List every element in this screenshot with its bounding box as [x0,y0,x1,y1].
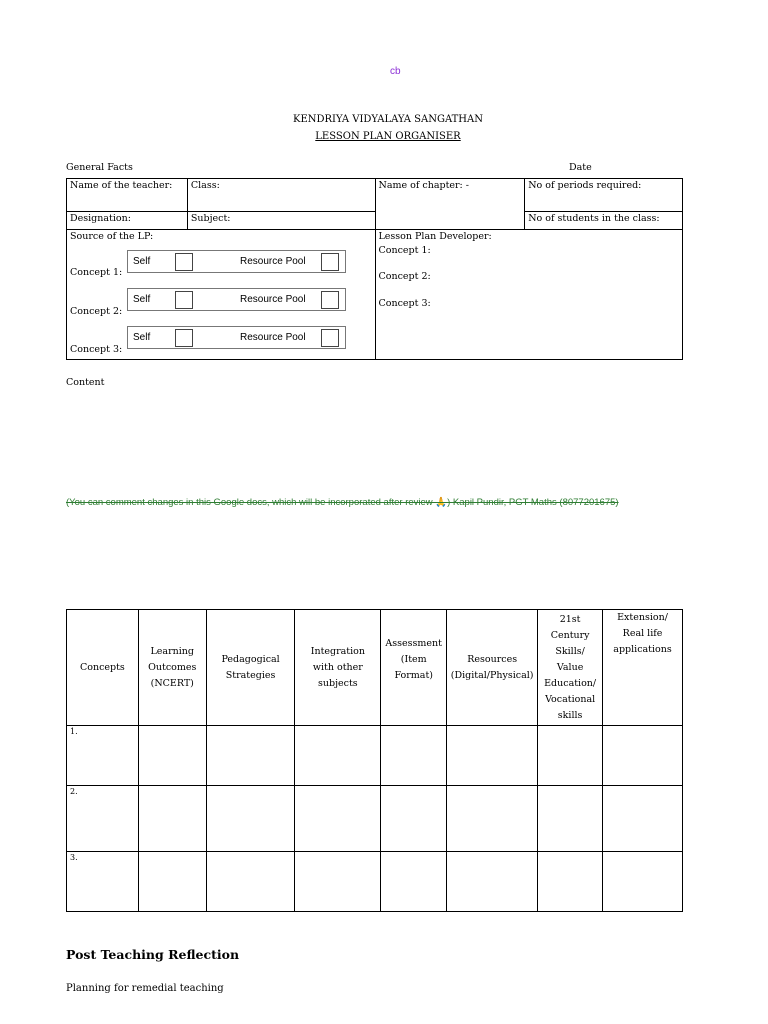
source-option-row-1 [127,250,346,273]
table-row [67,726,683,786]
table-row [67,786,683,852]
designation-label: Designation: [70,213,131,224]
periods-cell[interactable] [525,179,683,212]
chapter-cell[interactable] [375,179,525,230]
developer-cell [375,230,683,360]
source-concept-3: Concept 3: [70,344,123,355]
resource-pool-label: Resource Pool [240,332,306,343]
table-cell[interactable] [381,852,447,912]
resource-pool-checkbox[interactable] [321,329,339,347]
col-header-pedagogical-strategies: Pedagogical Strategies [206,610,295,726]
teacher-name-label: Name of the teacher: [70,180,173,191]
source-label: Source of the LP: [70,231,154,242]
row-number: 3. [67,852,139,912]
table-header-row [67,610,683,726]
table-cell[interactable] [138,726,206,786]
students-cell[interactable] [525,212,683,230]
col-header-resources: Resources (Digital/Physical) [447,610,538,726]
row-number: 2. [67,786,139,852]
table-cell[interactable] [603,726,683,786]
col-header-extension: Extension/ Real life applications [603,610,683,726]
table-cell[interactable] [206,786,295,852]
table-cell[interactable] [447,726,538,786]
designation-cell[interactable] [67,212,188,230]
table-cell[interactable] [295,852,381,912]
periods-label: No of periods required: [528,180,642,191]
lesson-plan-table [66,609,683,912]
source-concept-1: Concept 1: [70,267,123,278]
table-cell[interactable] [381,786,447,852]
developer-label: Lesson Plan Developer: [378,231,492,242]
self-checkbox[interactable] [175,329,193,347]
table-cell[interactable] [447,786,538,852]
table-cell[interactable] [447,852,538,912]
self-checkbox[interactable] [175,253,193,271]
subject-label: Subject: [190,213,231,224]
self-checkbox[interactable] [175,291,193,309]
top-marker: cb [390,66,401,77]
date-label: Date [569,162,592,173]
self-label: Self [133,256,151,267]
self-label: Self [133,332,151,343]
source-option-row-2 [127,288,346,311]
source-concept-2: Concept 2: [70,306,123,317]
row-number: 1. [67,726,139,786]
table-cell[interactable] [138,786,206,852]
content-label: Content [66,377,105,388]
page-title: LESSON PLAN ORGANISER [315,131,461,142]
general-facts-label: General Facts [66,162,133,173]
chapter-label: Name of chapter: - [378,180,469,191]
developer-concept-2: Concept 2: [378,271,431,282]
table-row [67,852,683,912]
table-cell[interactable] [206,852,295,912]
table-cell[interactable] [295,786,381,852]
resource-pool-label: Resource Pool [240,294,306,305]
col-header-integration: Integration with other subjects [295,610,381,726]
table-cell[interactable] [603,852,683,912]
table-cell[interactable] [538,786,603,852]
col-header-concepts: Concepts [67,610,139,726]
resource-pool-checkbox[interactable] [321,253,339,271]
table-cell[interactable] [295,726,381,786]
students-label: No of students in the class: [528,213,660,224]
developer-concept-1: Concept 1: [378,245,431,256]
table-cell[interactable] [538,852,603,912]
col-header-21st-century-skills: 21st Century Skills/ Value Education/ Vocational skills [538,610,603,726]
table-cell[interactable] [603,786,683,852]
teacher-name-cell[interactable] [67,179,188,212]
resource-pool-label: Resource Pool [240,256,306,267]
col-header-assessment: Assessment (Item Format) [381,610,447,726]
review-comment-note: (You can comment changes in this Google docs, which will be incorporated after review 🙏) Kapil Pundir, PGT Maths (8077201675) [66,497,619,508]
table-cell[interactable] [381,726,447,786]
table-cell[interactable] [538,726,603,786]
self-label: Self [133,294,151,305]
table-cell[interactable] [206,726,295,786]
post-teaching-heading: Post Teaching Reflection [66,947,240,962]
developer-concept-3: Concept 3: [378,298,431,309]
col-header-learning-outcomes: Learning Outcomes (NCERT) [138,610,206,726]
table-cell[interactable] [138,852,206,912]
org-heading: KENDRIYA VIDYALAYA SANGATHAN [292,114,483,125]
subject-cell[interactable] [187,212,375,230]
class-label: Class: [190,180,220,191]
source-option-row-3 [127,326,346,349]
class-cell[interactable] [187,179,375,212]
resource-pool-checkbox[interactable] [321,291,339,309]
remedial-label: Planning for remedial teaching [66,983,224,994]
